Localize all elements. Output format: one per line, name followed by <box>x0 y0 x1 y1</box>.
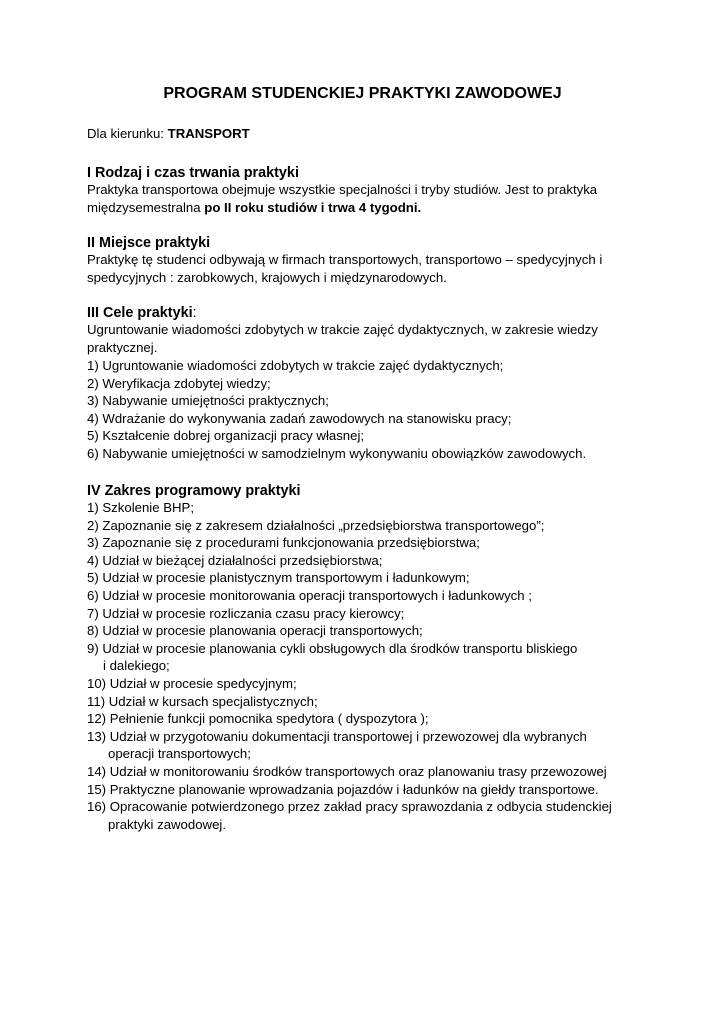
list-item: 9) Udział w procesie planowania cykli obsługowych dla środków transportu bliskiego <box>87 640 578 656</box>
section-3-heading <box>87 304 197 322</box>
section-2-line-2: spedycyjnych : zarobkowych, krajowych i międzynarodowych. <box>87 269 447 285</box>
field-of-study <box>87 125 250 143</box>
section-3-intro-line-1: Ugruntowanie wiadomości zdobytych w trakcie zajęć dydaktycznych, w zakresie wiedzy <box>87 322 598 337</box>
list-item: 15) Praktyczne planowanie wprowadzania pojazdów i ładunków na giełdy transportowe. <box>87 781 599 797</box>
section-1-line-1: Praktyka transportowa obejmuje wszystkie specjalności i tryby studiów. Jest to praktyka <box>87 182 598 197</box>
list-item: 2) Weryfikacja zdobytej wiedzy; <box>87 375 271 391</box>
list-item: 10) Udział w procesie spedycyjnym; <box>87 675 297 691</box>
list-item: 2) Zapoznanie się z zakresem działalności „przedsiębiorstwa transportowego”; <box>87 517 545 533</box>
document-title: PROGRAM STUDENCKIEJ PRAKTYKI ZAWODOWEJ <box>163 85 562 102</box>
list-item-continuation: praktyki zawodowej. <box>108 816 227 832</box>
list-item: 4) Wdrażanie do wykonywania zadań zawodowych na stanowisku pracy; <box>87 410 512 426</box>
list-item: 7) Udział w procesie rozliczania czasu pracy kierowcy; <box>87 605 405 621</box>
list-item: 3) Zapoznanie się z procedurami funkcjonowania przedsiębiorstwa; <box>87 535 480 551</box>
section-3-list <box>87 357 647 463</box>
section-1-paragraph <box>87 181 647 216</box>
list-item: 12) Pełnienie funkcji pomocnika spedytora ( dyspozytora ); <box>87 711 429 727</box>
list-item: 1) Ugruntowanie wiadomości zdobytych w trakcie zajęć dydaktycznych; <box>87 358 504 373</box>
section-3-heading-text: III Cele praktyki <box>87 305 193 321</box>
list-item: 11) Udział w kursach specjalistycznych; <box>87 693 318 709</box>
list-item: 4) Udział w bieżącej działalności przedsiębiorstwa; <box>87 552 383 568</box>
list-item: 8) Udział w procesie planowania operacji transportowych; <box>87 623 423 639</box>
list-item-continuation: i dalekiego; <box>103 658 170 674</box>
section-4-list <box>87 499 647 833</box>
list-item: 6) Nabywanie umiejętności w samodzielnym wykonywaniu obowiązków zawodowych. <box>87 445 587 461</box>
section-2-line-1: Praktykę tę studenci odbywają w firmach transportowych, transportowo – spedycyjnych i <box>87 252 603 267</box>
section-3-heading-colon: : <box>192 305 197 321</box>
section-3-intro <box>87 321 647 356</box>
field-of-study-value: TRANSPORT <box>167 126 250 141</box>
section-3-intro-line-2: praktycznej. <box>87 339 158 355</box>
section-1-heading: I Rodzaj i czas trwania praktyki <box>87 165 299 181</box>
field-of-study-label: Dla kierunku: <box>87 126 164 141</box>
list-item: 16) Opracowanie potwierdzonego przez zakład pracy sprawozdania z odbycia studenckiej <box>87 799 612 815</box>
section-1-line-2-bold: po II roku studiów i trwa 4 tygodni. <box>204 199 422 215</box>
list-item: 5) Udział w procesie planistycznym transportowym i ładunkowym; <box>87 570 470 586</box>
list-item-continuation: operacji transportowych; <box>108 746 251 762</box>
list-item: 1) Szkolenie BHP; <box>87 500 195 515</box>
section-4-heading: IV Zakres programowy praktyki <box>87 483 301 499</box>
list-item: 13) Udział w przygotowaniu dokumentacji transportowej i przewozowej dla wybranych <box>87 728 587 744</box>
list-item: 6) Udział w procesie monitorowania operacji transportowych i ładunkowych ; <box>87 587 532 603</box>
list-item: 3) Nabywanie umiejętności praktycznych; <box>87 393 329 409</box>
section-1-line-2-prefix: międzysemestralna <box>87 199 201 215</box>
section-2-paragraph <box>87 251 647 286</box>
section-1-line-2 <box>87 199 647 217</box>
list-item: 5) Kształcenie dobrej organizacji pracy własnej; <box>87 428 365 444</box>
section-2-heading: II Miejsce praktyki <box>87 235 211 251</box>
list-item: 14) Udział w monitorowaniu środków transportowych oraz planowaniu trasy przewozowej <box>87 763 607 779</box>
